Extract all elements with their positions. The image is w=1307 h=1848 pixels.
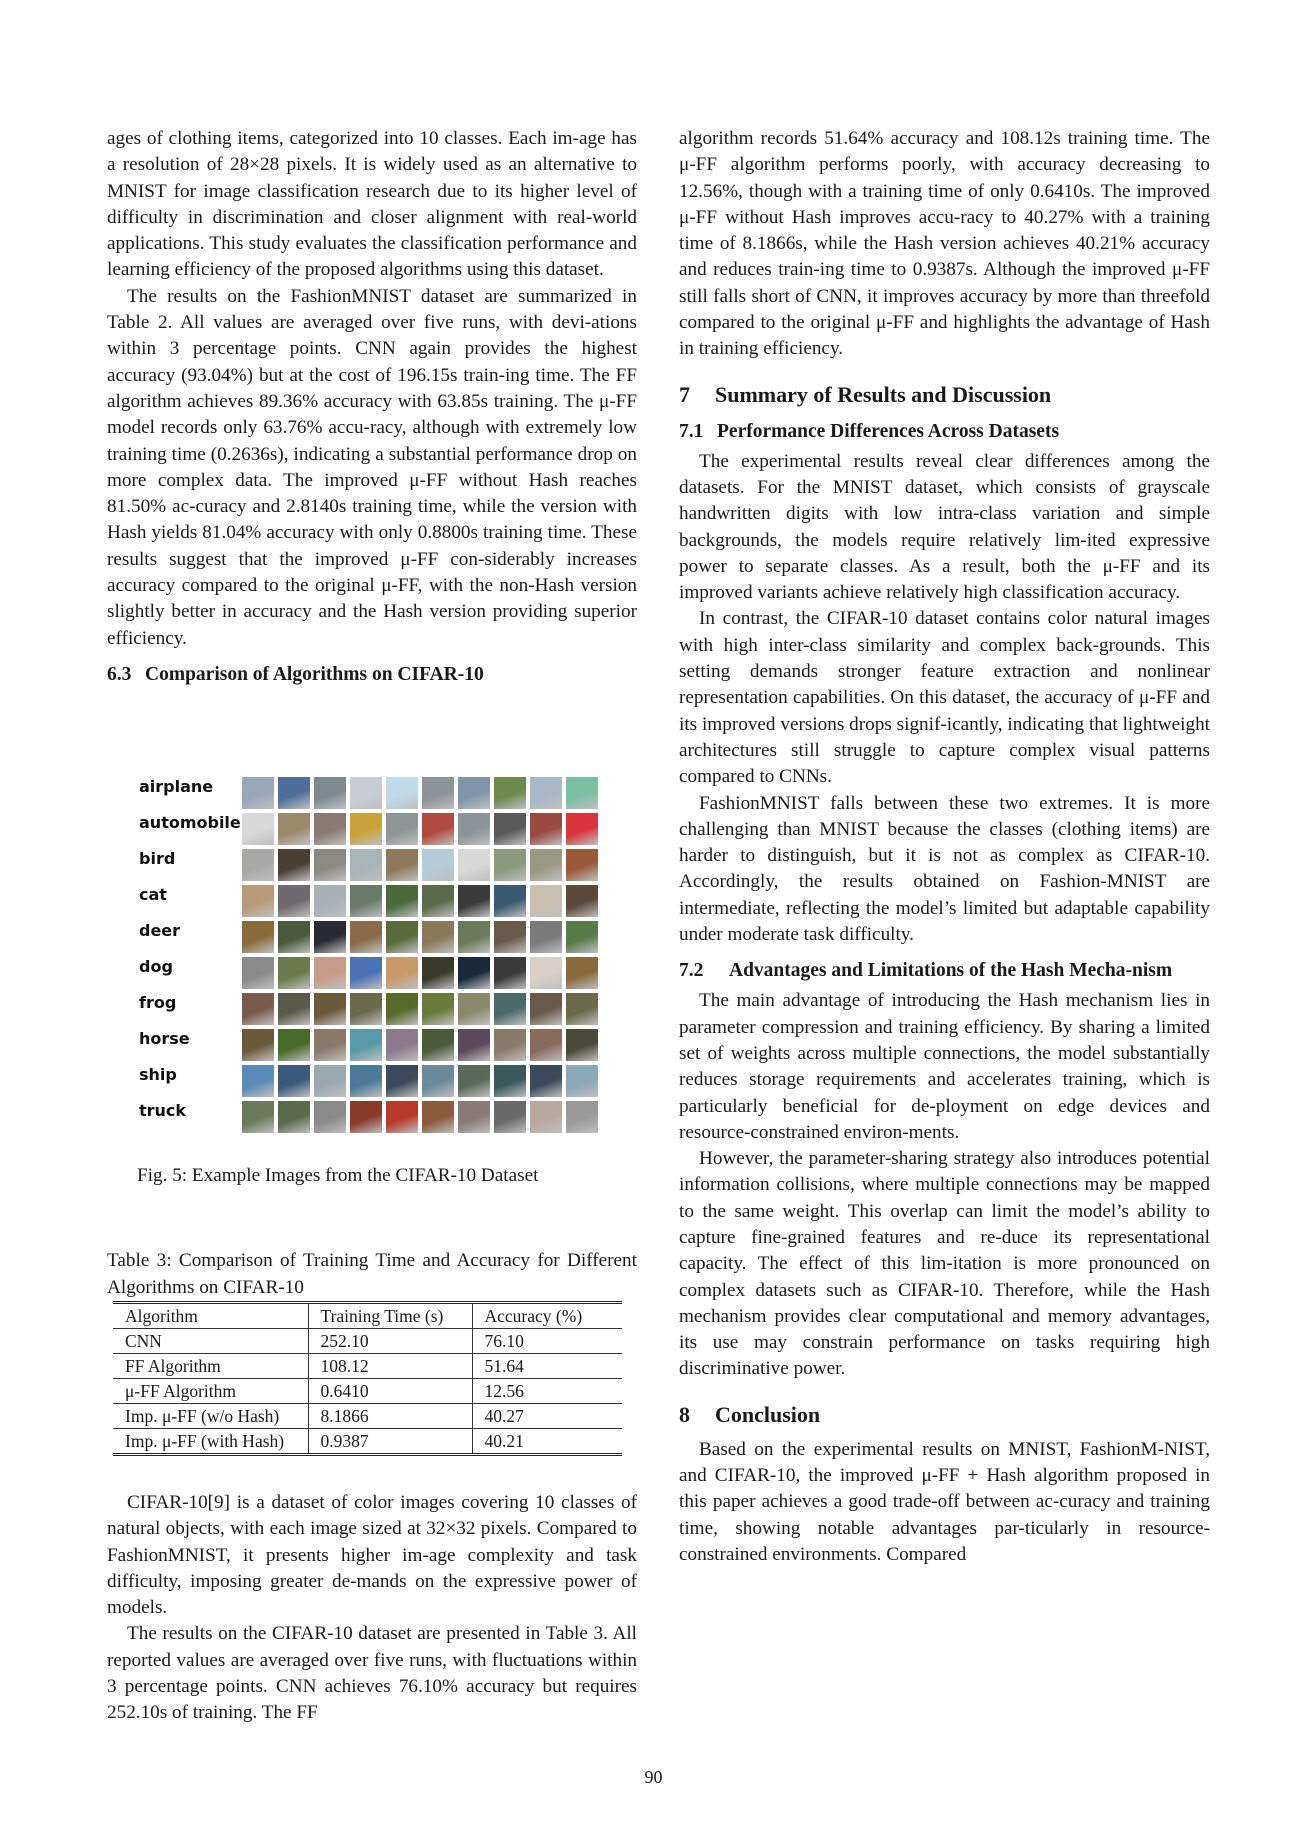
paragraph-cifar10-results: The results on the CIFAR-10 dataset are presented in Table 3. All reported values are averaged over five runs, with fluctuations within 3 percentage points. CNN achieves 76.10% accuracy but requires 252.10s of training. The FF xyxy=(107,1623,637,1724)
figure-thumbnail-bird xyxy=(566,849,598,881)
table-cell-algorithm: μ-FF Algorithm xyxy=(113,1379,308,1404)
figure-class-label: truck xyxy=(139,1101,187,1120)
figure-thumbnail-dog xyxy=(494,957,526,989)
section-heading-6-3 xyxy=(107,662,637,688)
figure-thumbnail-truck xyxy=(566,1101,598,1133)
figure-image-grid xyxy=(242,777,598,1133)
figure-thumbnail-automobile xyxy=(494,813,526,845)
table-row xyxy=(113,1379,622,1404)
paragraph-cifar10-discussion: In contrast, the CIFAR-10 dataset contains color natural images with high inter-class similarity and complex back-grounds. This setting demands stronger feature extraction and nonlinear representation capabilities. On this dataset, the accuracy of μ-FF and its improved versions drops signif-icantly, indicating that lightweight architectures still struggle to capture complex visual patterns compared to CNNs. xyxy=(679,608,1210,788)
figure-thumbnail-automobile xyxy=(458,813,490,845)
figure-thumbnail-ship xyxy=(314,1065,346,1097)
figure-class-label: dog xyxy=(139,957,173,976)
table-cell-training-time: 108.12 xyxy=(308,1354,472,1379)
figure-thumbnail-bird xyxy=(494,849,526,881)
page-number: 90 xyxy=(644,1767,663,1787)
figure-thumbnail-cat xyxy=(422,885,454,917)
figure-thumbnail-cat xyxy=(566,885,598,917)
figure-thumbnail-bird xyxy=(422,849,454,881)
figure-thumbnail-truck xyxy=(278,1101,310,1133)
paragraph-fashionmnist-results: The results on the FashionMNIST dataset are summarized in Table 2. All values are averaged over five runs, with devi-ations within 3 percentage points. CNN again provides the highest accuracy (93.04%) but at the cost of 196.15s train-ing time. The FF algorithm achieves 89.36% accuracy with 63.85s training. The μ-FF model records only 63.76% accu-racy, although with extremely low training time (0.2636s), indicating a substantial performance drop on more complex data. The improved μ-FF without Hash reaches 81.50% ac-curacy and 2.8140s training time, while the version with Hash yields 81.04% accuracy with only 0.8800s training time. These results suggest that the improved μ-FF con-siderably increases accuracy compared to the original μ-FF, with the non-Hash version slightly better in accuracy and the Hash version providing superior efficiency. xyxy=(107,285,637,649)
section-number: 7 xyxy=(679,381,690,407)
figure-thumbnail-ship xyxy=(386,1065,418,1097)
figure-thumbnail-cat xyxy=(494,885,526,917)
figure-class-label: automobile xyxy=(139,813,241,832)
figure-thumbnail-deer xyxy=(314,921,346,953)
table-cell-training-time: 0.6410 xyxy=(308,1379,472,1404)
section-number: 7.1 xyxy=(679,420,704,442)
figure-thumbnail-frog xyxy=(242,993,274,1025)
table-header-algorithm: Algorithm xyxy=(113,1303,308,1329)
left-column-top xyxy=(107,126,637,692)
table-cell-accuracy: 76.10 xyxy=(472,1329,622,1354)
figure-thumbnail-ship xyxy=(278,1065,310,1097)
figure-thumbnail-deer xyxy=(566,921,598,953)
figure-thumbnail-bird xyxy=(458,849,490,881)
figure-thumbnail-frog xyxy=(566,993,598,1025)
figure-thumbnail-ship xyxy=(422,1065,454,1097)
paragraph-hash-limitations: However, the parameter-sharing strategy also introduces potential information collisions, where multiple connections may be mapped to the same weight. This overlap can limit the model’s ability to capture fine-grained features and re-duce its representational capacity. The effect of this lim-itation is more pronounced on complex datasets such as CIFAR-10. Therefore, while the Hash mechanism provides clear computational and memory advantages, its use may constrain performance on tasks requiring high discriminative power. xyxy=(679,1148,1210,1380)
figure-thumbnail-automobile xyxy=(242,813,274,845)
figure-thumbnail-deer xyxy=(242,921,274,953)
figure-thumbnail-automobile xyxy=(314,813,346,845)
figure-thumbnail-frog xyxy=(458,993,490,1025)
figure-thumbnail-horse xyxy=(314,1029,346,1061)
figure-thumbnail-frog xyxy=(422,993,454,1025)
figure-thumbnail-airplane xyxy=(422,777,454,809)
figure-thumbnail-dog xyxy=(530,957,562,989)
figure-thumbnail-dog xyxy=(278,957,310,989)
figure-thumbnail-horse xyxy=(422,1029,454,1061)
section-title: Summary of Results and Discussion xyxy=(715,381,1052,407)
figure-thumbnail-bird xyxy=(530,849,562,881)
table-cell-training-time: 252.10 xyxy=(308,1329,472,1354)
figure-thumbnail-dog xyxy=(350,957,382,989)
figure-class-label: airplane xyxy=(139,777,214,796)
figure-thumbnail-deer xyxy=(422,921,454,953)
table-row xyxy=(113,1354,622,1379)
figure-thumbnail-horse xyxy=(494,1029,526,1061)
figure-thumbnail-cat xyxy=(242,885,274,917)
figure-thumbnail-truck xyxy=(494,1101,526,1133)
figure-thumbnail-horse xyxy=(350,1029,382,1061)
figure-thumbnail-frog xyxy=(530,993,562,1025)
paragraph-cifar10-intro: CIFAR-10[9] is a dataset of color images covering 10 classes of natural objects, with each image sized at 32×32 pixels. Compared to FashionMNIST, it presents higher im-age complexity and task difficulty, imposing greater de-mands on the expressive power of models. xyxy=(107,1492,637,1619)
table-row xyxy=(113,1329,622,1354)
table-header-row xyxy=(113,1303,622,1329)
figure-thumbnail-ship xyxy=(350,1065,382,1097)
section-title: Performance Differences Across Datasets xyxy=(717,420,1060,442)
figure-thumbnail-automobile xyxy=(278,813,310,845)
figure-thumbnail-bird xyxy=(278,849,310,881)
figure-thumbnail-horse xyxy=(458,1029,490,1061)
figure-thumbnail-automobile xyxy=(566,813,598,845)
table-cell-algorithm: CNN xyxy=(113,1329,308,1354)
figure-thumbnail-horse xyxy=(242,1029,274,1061)
figure-caption: Fig. 5: Example Images from the CIFAR-10 Dataset xyxy=(137,1165,539,1186)
table-row xyxy=(113,1404,622,1429)
figure-thumbnail-truck xyxy=(458,1101,490,1133)
section-heading-8 xyxy=(679,1401,1210,1429)
figure-thumbnail-dog xyxy=(422,957,454,989)
figure-thumbnail-airplane xyxy=(314,777,346,809)
section-title: Conclusion xyxy=(715,1401,821,1427)
section-heading-7 xyxy=(679,381,1210,409)
figure-thumbnail-frog xyxy=(386,993,418,1025)
figure-thumbnail-bird xyxy=(314,849,346,881)
figure-thumbnail-truck xyxy=(422,1101,454,1133)
figure-thumbnail-truck xyxy=(350,1101,382,1133)
figure-thumbnail-truck xyxy=(314,1101,346,1133)
figure-thumbnail-deer xyxy=(458,921,490,953)
section-title: Advantages and Limitations of the Hash Mecha-nism xyxy=(729,960,1173,982)
table-results-cifar10 xyxy=(113,1301,622,1456)
figure-thumbnail-cat xyxy=(278,885,310,917)
table-cell-algorithm: FF Algorithm xyxy=(113,1354,308,1379)
figure-thumbnail-horse xyxy=(566,1029,598,1061)
table-cell-training-time: 0.9387 xyxy=(308,1429,472,1455)
figure-thumbnail-frog xyxy=(314,993,346,1025)
figure-thumbnail-cat xyxy=(386,885,418,917)
figure-thumbnail-airplane xyxy=(350,777,382,809)
table-cell-accuracy: 51.64 xyxy=(472,1354,622,1379)
figure-thumbnail-deer xyxy=(350,921,382,953)
figure-thumbnail-dog xyxy=(314,957,346,989)
paragraph-fashionmnist-intro: ages of clothing items, categorized into 10 classes. Each im-age has a resolution of 28×28 pixels. It is widely used as an alternative to MNIST for image classification research due to its higher level of difficulty in discrimination and closer alignment with real-world applications. This study evaluates the classification performance and learning efficiency of the proposed algorithms using this dataset. xyxy=(107,128,637,281)
figure-thumbnail-truck xyxy=(530,1101,562,1133)
figure-thumbnail-airplane xyxy=(242,777,274,809)
figure-thumbnail-dog xyxy=(242,957,274,989)
table-header-training-time: Training Time (s) xyxy=(308,1303,472,1329)
table-header-accuracy: Accuracy (%) xyxy=(472,1303,622,1329)
figure-class-label: horse xyxy=(139,1029,190,1048)
figure-thumbnail-airplane xyxy=(278,777,310,809)
section-title: Comparison of Algorithms on CIFAR-10 xyxy=(145,663,484,685)
figure-class-label: deer xyxy=(139,921,181,940)
table-caption: Table 3: Comparison of Training Time and Accuracy for Different Algorithms on CIFAR-10 xyxy=(107,1250,637,1298)
section-heading-7-1 xyxy=(679,419,1210,445)
paragraph-hash-advantages: The main advantage of introducing the Hash mechanism lies in parameter compression and training efficiency. By sharing a limited set of weights across multiple connections, the model substantially reduces storage requirements and accelerates training, which is particularly beneficial for de-ployment on edge devices and resource-constrained environ-ments. xyxy=(679,990,1210,1143)
left-column-bottom xyxy=(107,1490,637,1727)
figure-thumbnail-airplane xyxy=(566,777,598,809)
figure-thumbnail-ship xyxy=(458,1065,490,1097)
figure-thumbnail-frog xyxy=(278,993,310,1025)
table-row xyxy=(113,1429,622,1455)
paragraph-cifar10-results-continued: algorithm records 51.64% accuracy and 108.12s training time. The μ-FF algorithm performs poorly, with accuracy decreasing to 12.56%, though with a training time of only 0.6410s. The improved μ-FF without Hash improves accu-racy to 40.27% with a training time of 8.1866s, while the Hash version achieves 40.21% accuracy and reduces train-ing time to 0.9387s. Although the improved μ-FF still falls short of CNN, it improves accuracy by more than threefold compared to the original μ-FF and highlights the advantage of Hash in training efficiency. xyxy=(679,128,1210,360)
figure-thumbnail-cat xyxy=(530,885,562,917)
figure-thumbnail-horse xyxy=(386,1029,418,1061)
figure-thumbnail-cat xyxy=(350,885,382,917)
table-cell-accuracy: 40.21 xyxy=(484,1431,524,1451)
figure-thumbnail-deer xyxy=(494,921,526,953)
figure-thumbnail-ship xyxy=(530,1065,562,1097)
figure-thumbnail-dog xyxy=(386,957,418,989)
figure-thumbnail-automobile xyxy=(422,813,454,845)
figure-thumbnail-bird xyxy=(242,849,274,881)
figure-thumbnail-horse xyxy=(530,1029,562,1061)
figure-thumbnail-frog xyxy=(494,993,526,1025)
section-number: 7.2 xyxy=(679,960,704,982)
figure-thumbnail-dog xyxy=(458,957,490,989)
figure-thumbnail-deer xyxy=(278,921,310,953)
section-number: 8 xyxy=(679,1401,690,1427)
figure-class-label: bird xyxy=(139,849,176,868)
table-cell-algorithm: Imp. μ-FF (with Hash) xyxy=(113,1429,308,1455)
figure-thumbnail-automobile xyxy=(386,813,418,845)
figure-thumbnail-airplane xyxy=(530,777,562,809)
figure-thumbnail-horse xyxy=(278,1029,310,1061)
figure-class-labels xyxy=(139,779,241,1139)
right-column xyxy=(679,126,1210,1568)
figure-thumbnail-ship xyxy=(494,1065,526,1097)
table-cell-training-time: 8.1866 xyxy=(308,1404,472,1429)
table-cell-accuracy: 12.56 xyxy=(472,1379,622,1404)
figure-thumbnail-airplane xyxy=(386,777,418,809)
figure-thumbnail-cat xyxy=(314,885,346,917)
section-number: 6.3 xyxy=(107,663,132,685)
figure-thumbnail-airplane xyxy=(494,777,526,809)
paragraph-mnist-discussion: The experimental results reveal clear differences among the datasets. For the MNIST dataset, which consists of grayscale handwritten digits with low intra-class variation and simple backgrounds, the models require relatively lim-ited expressive power to separate classes. As a result, both the μ-FF and its improved variants achieve relatively high classification accuracy. xyxy=(679,450,1210,604)
figure-class-label: ship xyxy=(139,1065,177,1084)
figure-thumbnail-frog xyxy=(350,993,382,1025)
figure-thumbnail-ship xyxy=(566,1065,598,1097)
figure-thumbnail-truck xyxy=(386,1101,418,1133)
figure-thumbnail-bird xyxy=(386,849,418,881)
figure-thumbnail-deer xyxy=(530,921,562,953)
figure-thumbnail-ship xyxy=(242,1065,274,1097)
paragraph-conclusion: Based on the experimental results on MNIST, FashionM-NIST, and CIFAR-10, the improved μ-FF + Hash algorithm proposed in this paper achieves a good trade-off between ac-curacy and training time, showing notable advantages par-ticularly in resource-constrained environments. Compared xyxy=(679,1438,1210,1565)
table-cell-algorithm: Imp. μ-FF (w/o Hash) xyxy=(113,1404,308,1429)
figure-thumbnail-deer xyxy=(386,921,418,953)
paragraph-fashionmnist-discussion: FashionMNIST falls between these two extremes. It is more challenging than MNIST because the classes (clothing items) are harder to distinguish, but it is not as complex as CIFAR-10. Accordingly, the results obtained on Fashion-MNIST are intermediate, reflecting the model’s limited but adaptable capability under moderate task difficulty. xyxy=(679,792,1210,946)
figure-thumbnail-dog xyxy=(566,957,598,989)
figure-class-label: cat xyxy=(139,885,167,904)
figure-thumbnail-bird xyxy=(350,849,382,881)
figure-thumbnail-airplane xyxy=(458,777,490,809)
figure-thumbnail-cat xyxy=(458,885,490,917)
table-cell-accuracy: 40.27 xyxy=(472,1404,622,1429)
figure-cifar10-examples xyxy=(107,770,637,1150)
figure-thumbnail-automobile xyxy=(530,813,562,845)
section-heading-7-2 xyxy=(679,958,1210,984)
figure-thumbnail-truck xyxy=(242,1101,274,1133)
figure-thumbnail-automobile xyxy=(350,813,382,845)
figure-class-label: frog xyxy=(139,993,177,1012)
